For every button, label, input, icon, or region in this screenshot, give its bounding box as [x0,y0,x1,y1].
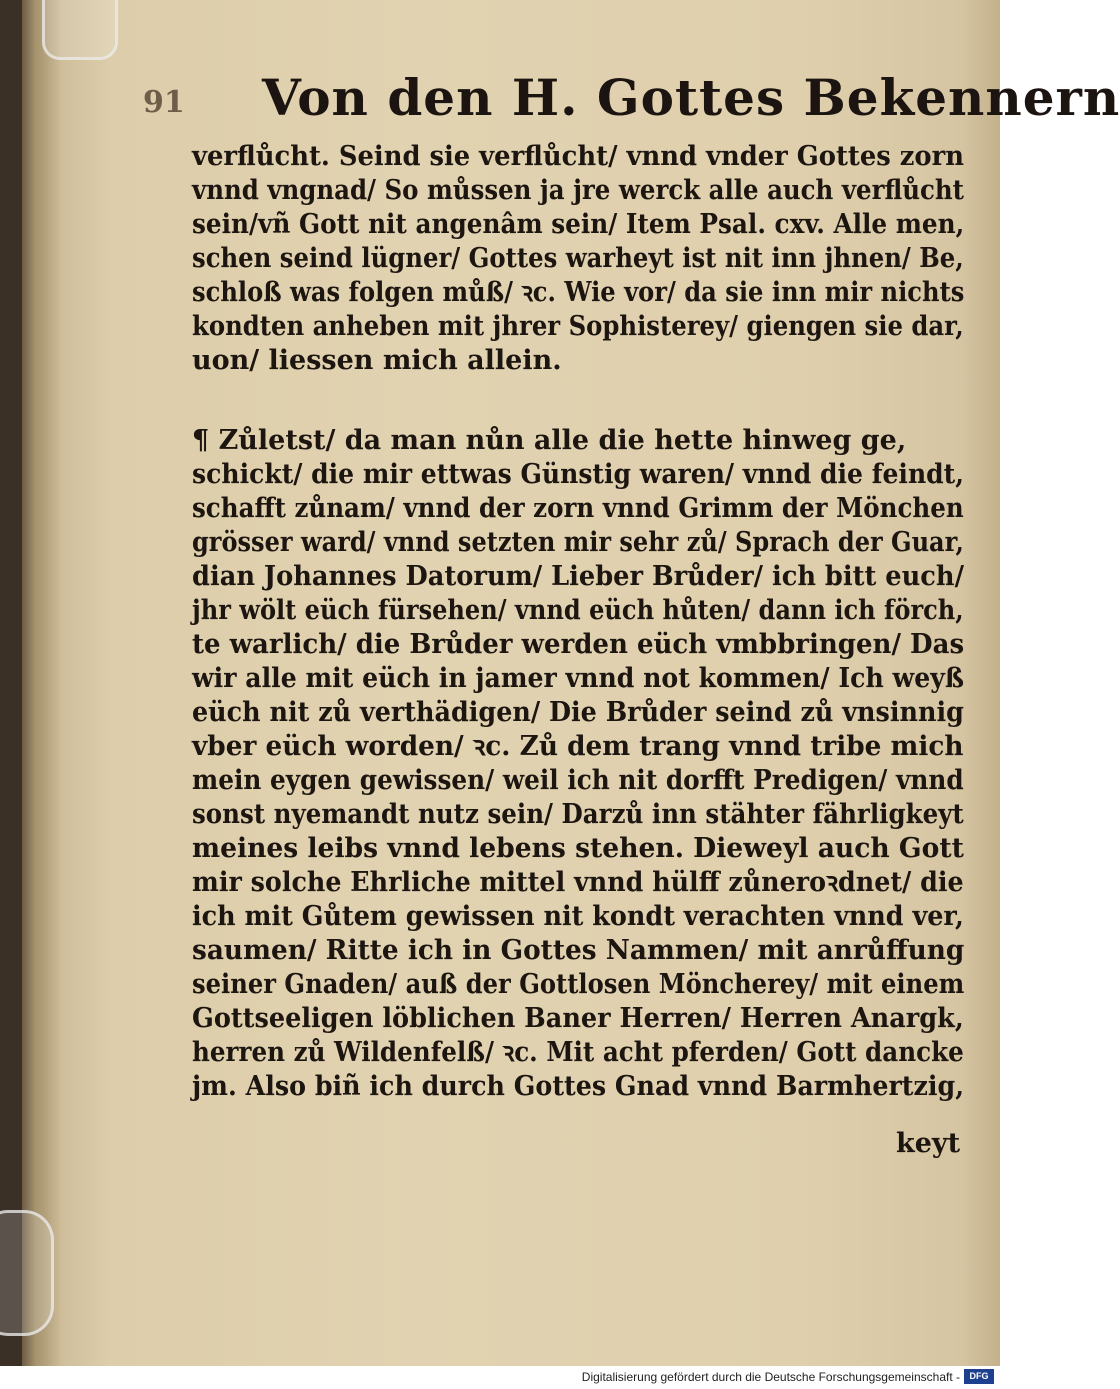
text-line: schloß was folgen můß/ ꝛc. Wie vor/ da sie inn mir nichts [192,277,965,308]
digitization-footer [0,1366,1000,1389]
text-line: meines leibs vnnd lebens stehen. Dieweyl auch Gott [192,833,964,864]
text-line: vnnd vngnad/ So můssen ja jre werck alle auch verflůcht [192,175,964,206]
text-line: dian Johannes Datorum/ Lieber Brůder/ ich bitt euch/ [192,561,964,592]
text-line: jhr wölt eüch fürsehen/ vnnd eüch hůten/ dann ich förch, [192,595,964,626]
text-line: mein eygen gewissen/ weil ich nit dorfft Predigen/ vnnd [192,765,964,796]
text-line: schen seind lügner/ Gottes warheyt ist nit inn jhnen/ Be, [192,243,964,274]
page-gutter-shadow [22,0,62,1366]
text-line: kondten anheben mit jhrer Sophisterey/ giengen sie dar, [192,311,964,342]
text-line: mir solche Ehrliche mittel vnnd hülff zůneroꝛdnet/ die [192,867,964,898]
text-line: sein/vñ Gott nit angenâm sein/ Item Psal. cxv. Alle men, [192,209,965,240]
text-line: jm. Also biñ ich durch Gottes Gnad vnnd Barmhertzig, [192,1071,965,1102]
text-line: schafft zůnam/ vnnd der zorn vnnd Grimm der Mönchen [192,493,964,524]
paragraph-gap [192,378,964,424]
text-line: wir alle mit eüch in jamer vnnd not kommen/ Ich weyß [192,663,964,694]
text-line: uon/ liessen mich allein. [192,345,562,376]
text-line: schickt/ die mir ettwas Günstig waren/ vnnd die feindt, [192,459,964,490]
page-clip-top [42,0,118,60]
running-head: Von den H. Gottes Bekennern [262,68,1120,127]
text-line: seiner Gnaden/ auß der Gottlosen Möncherey/ mit einem [192,969,965,1000]
text-line: grösser ward/ vnnd setzten mir sehr zů/ Sprach der Guar, [192,527,964,558]
footer-credit: Digitalisierung gefördert durch die Deutsche Forschungsgemeinschaft - [581,1370,960,1384]
text-line: eüch nit zů verthädigen/ Die Brůder seind zů vnsinnig [192,697,964,728]
page-clip-bottom [0,1210,54,1336]
text-line: vber eüch worden/ ꝛc. Zů dem trang vnnd tribe mich [192,731,964,762]
text-line: saumen/ Ritte ich in Gottes Nammen/ mit anrůffung [192,935,965,966]
text-line: herren zů Wildenfelß/ ꝛc. Mit acht pferden/ Gott dancke [192,1037,964,1068]
body-text [192,140,964,1104]
text-line: ¶ Zůletst/ da man nůn alle die hette hinweg ge, [192,425,907,456]
catchword: keyt [896,1128,961,1159]
text-line: Gottseeligen löblichen Baner Herren/ Herren Anargk, [192,1003,964,1034]
text-line: verflůcht. Seind sie verflůcht/ vnnd vnder Gottes zorn [192,141,964,172]
text-line: sonst nyemandt nutz sein/ Darzů inn stähter fährligkeyt [192,799,964,830]
text-line: te warlich/ die Brůder werden eüch vmbbringen/ Das [192,629,965,660]
text-line: ich mit Gůtem gewissen nit kondt verachten vnnd ver, [192,901,964,932]
dfg-logo-icon: DFG [964,1369,994,1384]
page-number: 91 [143,85,185,120]
